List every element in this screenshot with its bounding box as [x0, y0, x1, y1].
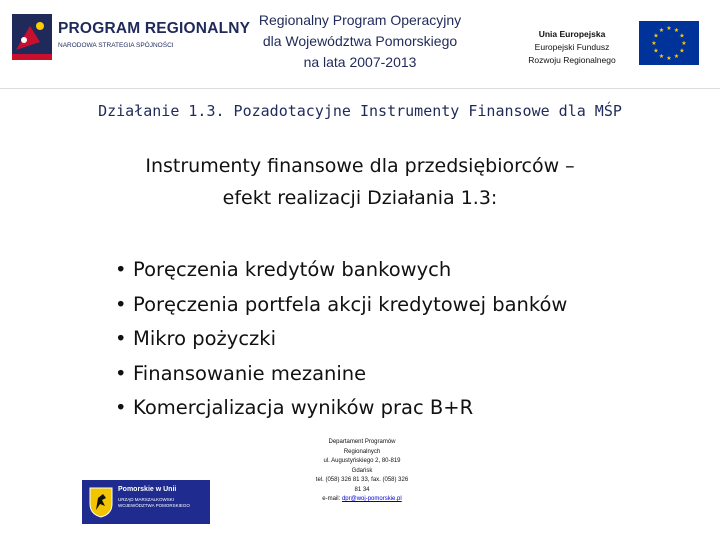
list-item-text: Poręczenia portfela akcji kredytowej banków — [133, 292, 568, 316]
contact-line-3: ul. Augustyńskiego 2, 80-819 — [323, 458, 401, 464]
contact-info — [292, 438, 432, 505]
eu-fund-label — [512, 28, 632, 67]
svg-text:★: ★ — [666, 55, 672, 62]
bullet-icon: • — [115, 258, 127, 281]
slide-title-line-2: efekt realizacji Działania 1.3: — [222, 187, 498, 209]
program-name-line-3: na lata 2007-2013 — [303, 54, 417, 70]
bullet-icon: • — [115, 361, 127, 385]
program-regionalny-flag-icon — [10, 12, 54, 62]
list-item-text: Komercjalizacja wyników prac B+R — [133, 396, 474, 419]
svg-text:★: ★ — [666, 25, 672, 32]
list-item — [115, 253, 567, 288]
slide-header — [0, 0, 720, 90]
svg-text:★: ★ — [681, 40, 687, 47]
email-link[interactable]: dpr@woj-pomorskie.pl — [341, 496, 402, 502]
svg-text:★: ★ — [651, 40, 657, 47]
pomorskie-logo-name: Pomorskie w Unii — [118, 486, 177, 493]
list-item — [115, 391, 567, 426]
program-name-line-1: Regionalny Program Operacyjny — [258, 12, 462, 28]
list-item-text: Mikro pożyczki — [133, 327, 277, 350]
svg-text:★: ★ — [673, 53, 680, 60]
pomorskie-logo-line-1: URZĄD MARSZAŁKOWSKI — [118, 497, 175, 502]
bullet-icon: • — [115, 292, 127, 316]
program-regionalny-logo — [10, 12, 251, 68]
pomorskie-griffin-crest-icon — [88, 486, 114, 518]
eu-label-line-3: Rozwoju Regionalnego — [528, 55, 616, 65]
contact-line-4: Gdańsk — [351, 467, 373, 474]
svg-text:★: ★ — [658, 53, 665, 60]
list-item-text: Finansowanie mezanine — [133, 361, 367, 385]
contact-line-5: tel. (058) 326 81 33, fax. (058) 326 — [315, 477, 409, 483]
eu-flag-icon — [639, 21, 699, 65]
eu-label-line-2: Europejski Fundusz — [534, 42, 610, 52]
list-item-text: Poręczenia kredytów bankowych — [133, 258, 452, 281]
email-label: e-mail: — [322, 496, 341, 502]
program-name — [212, 10, 508, 73]
contact-line-2: Regionalnych — [343, 448, 381, 455]
bullet-icon: • — [115, 396, 127, 419]
slide-title-line-1: Instrumenty finansowe dla przedsiębiorców – — [145, 155, 575, 177]
eu-label-line-1: Unia Europejska — [538, 29, 606, 39]
contact-email-row — [292, 495, 432, 505]
contact-line-1: Departament Programów — [328, 439, 396, 445]
program-regionalny-subtitle: NARODOWA STRATEGIA SPÓJNOŚCI — [58, 42, 174, 49]
pomorskie-logo-subtitle — [118, 497, 190, 509]
list-item — [115, 288, 567, 323]
pomorskie-logo-line-2: WOJEWÓDZTWA POMORSKIEGO — [118, 503, 190, 508]
svg-text:★: ★ — [673, 27, 680, 34]
program-name-line-2: dla Województwa Pomorskiego — [262, 33, 458, 49]
list-item — [115, 322, 567, 357]
program-regionalny-title: PROGRAM REGIONALNY — [58, 20, 251, 37]
instrument-list — [115, 253, 567, 426]
svg-text:★: ★ — [658, 27, 665, 34]
svg-text:★: ★ — [653, 32, 659, 40]
svg-text:★: ★ — [653, 47, 659, 55]
slide-title — [60, 150, 660, 214]
pomorskie-w-unii-logo — [82, 480, 210, 524]
svg-text:★: ★ — [679, 47, 685, 55]
bullet-icon: • — [115, 327, 127, 350]
svg-text:★: ★ — [679, 32, 685, 40]
contact-line-6: 81 34 — [354, 486, 370, 493]
list-item — [115, 357, 567, 392]
header-divider — [0, 88, 720, 89]
action-title: Działanie 1.3. Pozadotacyjne Instrumenty Finansowe dla MŚP — [98, 102, 622, 120]
